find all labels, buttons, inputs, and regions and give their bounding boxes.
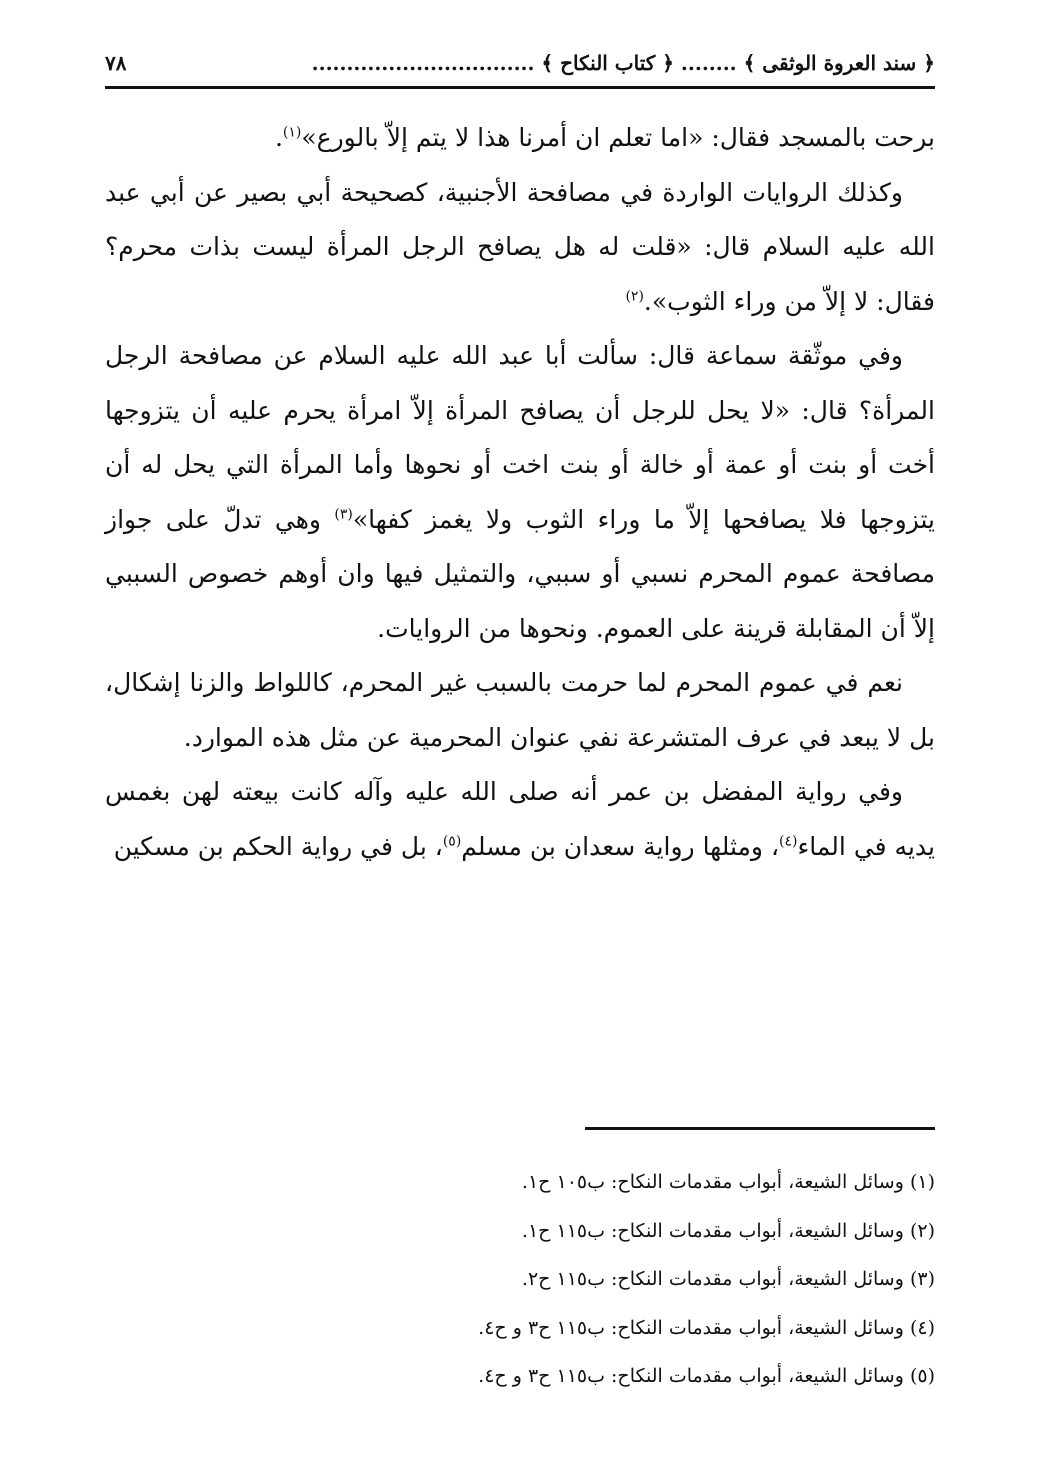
footnote-ref: (٤)	[779, 833, 798, 850]
paragraph-text: نعم في عموم المحرم لما حرمت بالسبب غير المحرم، كاللواط والزنا إشكال، بل لا يبعد في عرف المتشرعة نفي عنوان المحرمية عن مثل هذه الموارد.	[105, 668, 935, 752]
footnote-3: (٣) وسائل الشيعة، أبواب مقدمات النكاح: ب١١٥ ح٢.	[521, 1268, 935, 1290]
paragraph-tail: .	[274, 123, 283, 152]
paragraph-text: وفي موثّقة سماعة قال: سألت أبا عبد الله عليه السلام عن مصافحة الرجل المرأة؟ قال: «لا يحل للرجل أن يصافح المرأة إلاّ امرأة يحرم عليه أن يتزوجها أخت أو بنت أو عمة أو خالة أو بنت اخت أو نحوها وأما المرأة التي يحل له أن يتزوجها فلا يصافحها إلاّ ما وراء الثوب ولا يغمز كفها»	[105, 341, 935, 534]
footnote-ref: (٥)	[442, 833, 462, 850]
footnote-ref: (٢)	[625, 288, 644, 305]
paragraph-4	[105, 656, 935, 765]
footnote-4: (٤) وسائل الشيعة، أبواب مقدمات النكاح: ب١١٥ ح٣ و ح٤.	[478, 1316, 935, 1339]
header-titles: ﴿ سند العروة الوثقى ﴾ ........ ﴿ كتاب النكاح ﴾ ................................	[311, 51, 935, 75]
paragraph-2	[105, 166, 935, 330]
paragraph-text: برحت بالمسجد فقال: «اما تعلم ان أمرنا هذا لا يتم إلاّ بالورع»	[301, 123, 935, 152]
paragraph-1	[105, 111, 935, 166]
footnote-divider	[585, 1127, 935, 1130]
footnotes	[105, 1158, 935, 1401]
paragraph-text: وفي رواية المفضل بن عمر أنه صلى الله عليه وآله كانت بيعته لهن بغمس يديه في الماء	[105, 777, 935, 861]
book-page	[105, 40, 935, 1430]
footnote-1: (١) وسائل الشيعة، أبواب مقدمات النكاح: ب١٠٥ ح١.	[521, 1171, 935, 1193]
footnote-ref: (٣)	[334, 506, 353, 523]
paragraph-text: وكذلك الروايات الواردة في مصافحة الأجنبية، كصحيحة أبي بصير عن أبي عبد الله عليه السلام قال: «قلت له هل يصافح الرجل المرأة ليست بذات محرم؟ فقال: لا إلاّ من وراء الثوب».	[105, 177, 935, 316]
footnote-2: (٢) وسائل الشيعة، أبواب مقدمات النكاح: ب١١٥ ح١.	[521, 1219, 935, 1242]
page-number: ٧٨	[105, 51, 127, 75]
paragraph-5	[105, 765, 935, 874]
footnote-5: (٥) وسائل الشيعة، أبواب مقدمات النكاح: ب١١٥ ح٣ و ح٤.	[478, 1365, 935, 1387]
paragraph-tail: ، ومثلها رواية سعدان بن مسلم	[461, 831, 780, 861]
paragraph-tail: ، بل في رواية الحكم بن مسكين	[113, 831, 443, 861]
body-text	[105, 111, 935, 874]
running-header	[105, 40, 935, 89]
footnote-ref: (١)	[282, 124, 302, 141]
paragraph-tail: وهي تدلّ على جواز مصافحة عموم المحرم نسبي أو سببي، والتمثيل فيها وان أوهم خصوص السببي إلاّ أن المقابلة قرينة على العموم. ونحوها من الروايات.	[105, 504, 935, 643]
paragraph-3	[105, 329, 935, 656]
